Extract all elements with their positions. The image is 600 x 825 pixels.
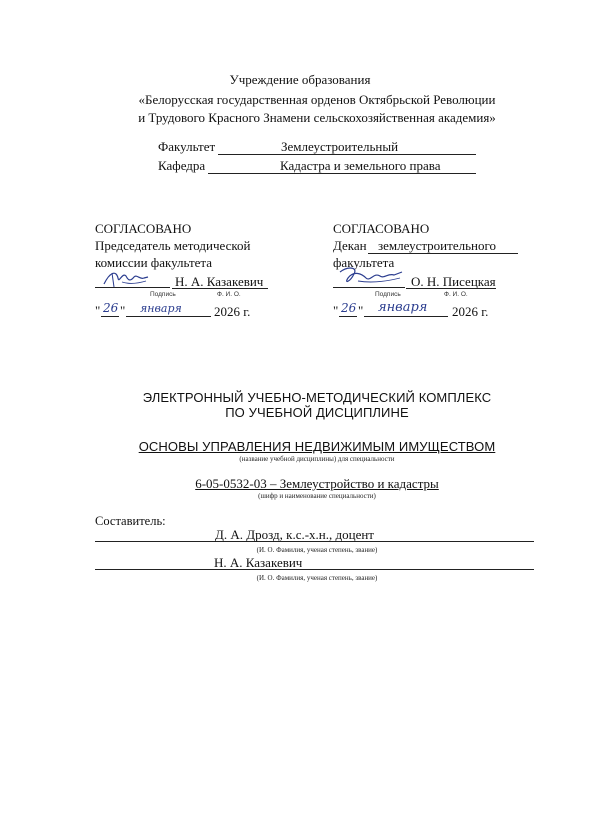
faculty-value: Землеустроительный bbox=[281, 139, 399, 154]
compilers-label: Составитель: bbox=[95, 514, 166, 528]
complex-title-line2: ПО УЧЕБНОЙ ДИСЦИПЛИНЕ bbox=[225, 405, 409, 420]
left-signer-underline bbox=[172, 288, 268, 289]
discipline-title: ОСНОВЫ УПРАВЛЕНИЯ НЕДВИЖИМЫМ ИМУЩЕСТВОМ bbox=[138, 439, 496, 454]
right-month-underline bbox=[364, 316, 448, 317]
left-approval-role1: Председатель методической bbox=[95, 238, 251, 253]
right-approval-role2: факультета bbox=[333, 255, 395, 270]
left-signature-image bbox=[100, 268, 152, 290]
complex-title-line1: ЭЛЕКТРОННЫЙ УЧЕБНО-МЕТОДИЧЕСКИЙ КОМПЛЕКС bbox=[142, 390, 492, 405]
compiler2-name: Н. А. Казакевич bbox=[214, 555, 303, 570]
left-month-underline bbox=[126, 316, 211, 317]
right-date-year: 2026 г. bbox=[452, 304, 489, 319]
right-signer-underline bbox=[406, 288, 496, 289]
left-approval-role2: комиссии факультета bbox=[95, 255, 213, 270]
left-date-year: 2026 г. bbox=[214, 304, 251, 319]
compiler1-name: Д. А. Дрозд, к.с.-х.н., доцент bbox=[215, 527, 374, 542]
right-approval-role-value: землеустроительного bbox=[378, 238, 496, 253]
left-date-quote-close: " bbox=[120, 303, 126, 318]
compiler1-caption: (И. О. Фамилия, ученая степень, звание) bbox=[256, 546, 378, 554]
specialty-caption: (шифр и наименование специальности) bbox=[258, 492, 376, 500]
right-date-day: 26 bbox=[341, 301, 357, 315]
specialty: 6-05-0532-03 – Землеустройство и кадастры bbox=[195, 476, 439, 491]
compiler2-line bbox=[95, 569, 534, 570]
department-label: Кафедра bbox=[158, 158, 206, 173]
left-caption-name: Ф. И. О. bbox=[217, 291, 241, 298]
right-date-quote-open: " bbox=[333, 303, 339, 318]
right-approval-role-prefix: Декан bbox=[333, 238, 367, 253]
institution-name-line2: и Трудового Красного Знамени сельскохозяйственная академия» bbox=[138, 110, 496, 125]
right-approval-title: СОГЛАСОВАНО bbox=[333, 221, 430, 236]
right-caption-name: Ф. И. О. bbox=[444, 291, 468, 298]
left-date-month: января bbox=[140, 302, 182, 315]
left-day-underline bbox=[101, 316, 119, 317]
right-signer-name: О. Н. Писецкая bbox=[411, 274, 496, 289]
left-date-day: 26 bbox=[103, 301, 119, 315]
right-date-month: января bbox=[378, 300, 428, 315]
left-date-quote-open: " bbox=[95, 303, 101, 318]
left-approval-title: СОГЛАСОВАНО bbox=[95, 221, 192, 236]
right-caption-sign: Подпись bbox=[375, 291, 401, 298]
faculty-label: Факультет bbox=[158, 139, 216, 154]
right-day-underline bbox=[339, 316, 357, 317]
left-signer-name: Н. А. Казакевич bbox=[175, 274, 264, 289]
institution-name-line1: «Белорусская государственная орденов Октябрьской Революции bbox=[138, 92, 496, 107]
right-date-quote-close: " bbox=[358, 303, 364, 318]
discipline-caption: (название учебной дисциплины) для специальности bbox=[239, 455, 395, 463]
right-signature-image bbox=[336, 264, 406, 290]
left-caption-sign: Подпись bbox=[150, 291, 176, 298]
department-value: Кадастра и земельного права bbox=[280, 158, 441, 173]
institution-type: Учреждение образования bbox=[229, 72, 371, 87]
compiler2-caption: (И. О. Фамилия, ученая степень, звание) bbox=[256, 574, 378, 582]
